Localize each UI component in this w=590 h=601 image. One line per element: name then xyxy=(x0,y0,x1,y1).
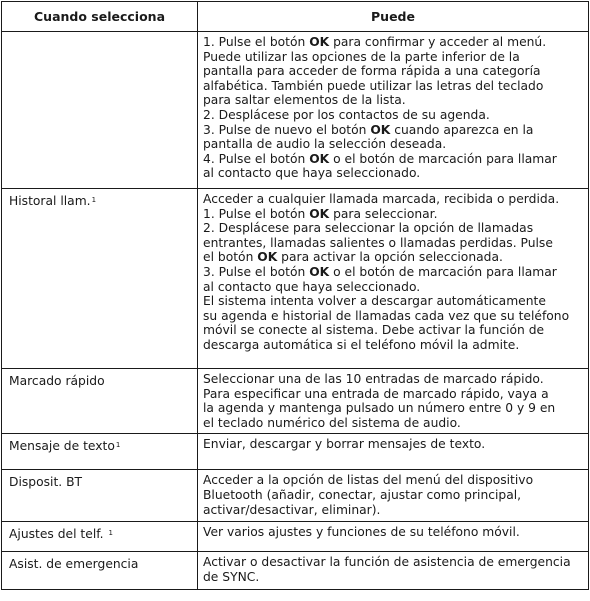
description-line xyxy=(203,372,584,387)
ok-button-name: OK xyxy=(309,35,330,49)
description-text: su agenda e historial de llamadas cada vez que su teléfono xyxy=(203,308,570,323)
footnote-marker: 1 xyxy=(108,529,113,538)
ok-button-name: OK xyxy=(257,250,278,265)
option-label-cell xyxy=(2,522,198,552)
table-row xyxy=(2,470,589,522)
description-line xyxy=(203,166,584,181)
table-row xyxy=(2,522,589,552)
description-text: o el botón de marcación para llamar xyxy=(329,264,557,279)
description-text: la agenda y mantenga pulsado un número entre 0 y 9 en xyxy=(203,401,556,416)
option-description-cell xyxy=(198,522,589,552)
option-description-cell xyxy=(198,470,589,522)
description-text: móvil se conecte al sistema. Debe activar la función de xyxy=(203,323,545,338)
description-line xyxy=(203,265,584,280)
description-text: 2. Desplácese por los contactos de su agenda. xyxy=(203,107,490,122)
description-line xyxy=(203,93,584,108)
table-row xyxy=(2,434,589,470)
option-description-cell xyxy=(198,434,589,470)
description-text: 4. Pulse el botón xyxy=(203,151,310,166)
description-line xyxy=(203,207,584,222)
description-line xyxy=(203,473,584,488)
description-text: de SYNC. xyxy=(203,569,260,584)
description-text: pantalla de audio la selección deseada. xyxy=(203,137,447,152)
option-description-cell xyxy=(198,369,589,434)
description-text: Puede utilizar las opciones de la parte inferior de la xyxy=(203,49,520,64)
description-line xyxy=(203,401,584,416)
description-line xyxy=(203,250,584,265)
option-description-cell xyxy=(198,552,589,590)
option-description-cell xyxy=(198,189,589,369)
description-line xyxy=(203,35,584,50)
description-text: Para especificar una entrada de marcado rápido, vaya a xyxy=(203,386,549,401)
description-text: 2. Desplácese para seleccionar la opción de llamadas xyxy=(203,221,534,236)
table-row xyxy=(2,369,589,434)
option-label: Ajustes del telf. xyxy=(9,527,108,542)
document-page xyxy=(1,1,589,590)
option-label-cell xyxy=(2,32,198,189)
description-text: al contacto que haya seleccionado. xyxy=(203,279,421,294)
description-line xyxy=(203,525,584,540)
description-line xyxy=(203,137,584,152)
description-line xyxy=(203,152,584,167)
description-text: Bluetooth (añadir, conectar, ajustar como principal, xyxy=(203,487,522,502)
description-line xyxy=(203,338,584,353)
table-row xyxy=(2,552,589,590)
description-line xyxy=(203,570,584,585)
description-line xyxy=(203,50,584,65)
footnote-marker: 1 xyxy=(91,196,97,204)
description-text: Seleccionar una de las 10 entradas de marcado rápido. xyxy=(203,372,544,386)
option-label: Disposit. BT xyxy=(9,475,83,490)
header-cuando-selecciona: Cuando selecciona xyxy=(2,2,198,32)
description-text: 1. Pulse el botón xyxy=(203,35,310,49)
description-text: 1. Pulse el botón xyxy=(203,206,310,221)
description-line xyxy=(203,64,584,79)
header-puede: Puede xyxy=(198,2,589,32)
description-line xyxy=(203,555,584,570)
description-line xyxy=(203,123,584,138)
description-text: entrantes, llamadas salientes o llamadas perdidas. Pulse xyxy=(203,235,553,250)
option-label-cell xyxy=(2,434,198,470)
description-text: El sistema intenta volver a descargar automáticamente xyxy=(203,294,546,309)
description-text: para activar la opción seleccionada. xyxy=(277,250,503,265)
option-label: Historal llam. xyxy=(9,194,91,208)
table-row xyxy=(2,32,589,189)
option-label: Asist. de emergencia xyxy=(9,557,139,572)
phone-menu-table xyxy=(1,1,589,590)
description-text: al contacto que haya seleccionado. xyxy=(203,166,421,181)
description-line xyxy=(203,236,584,251)
description-line xyxy=(203,437,584,452)
option-label-cell xyxy=(2,189,198,369)
description-line xyxy=(203,323,584,338)
description-line xyxy=(203,503,584,518)
description-line xyxy=(203,79,584,94)
description-line xyxy=(203,280,584,295)
description-text: para seleccionar. xyxy=(329,206,438,221)
description-text: cuando aparezca en la xyxy=(390,122,534,137)
description-text: Activar o desactivar la función de asistencia de emergencia xyxy=(203,555,571,570)
description-line xyxy=(203,416,584,431)
description-line xyxy=(203,294,584,309)
description-text: Acceder a cualquier llamada marcada, recibida o perdida. xyxy=(203,192,560,206)
table-header-row xyxy=(2,2,589,32)
ok-button-name: OK xyxy=(370,122,391,137)
ok-button-name: OK xyxy=(309,151,330,166)
table-row xyxy=(2,189,589,369)
description-text: el teclado numérico del sistema de audio. xyxy=(203,415,461,430)
description-line xyxy=(203,221,584,236)
description-text: activar/desactivar, eliminar). xyxy=(203,502,381,517)
option-label-cell xyxy=(2,369,198,434)
ok-button-name: OK xyxy=(309,206,330,221)
option-label: Marcado rápido xyxy=(9,374,105,388)
description-text: pantalla para acceder de forma rápida a una categoría xyxy=(203,64,541,79)
option-label-cell xyxy=(2,552,198,590)
description-text: 3. Pulse el botón xyxy=(203,264,310,279)
footnote-marker: 1 xyxy=(115,441,121,450)
description-text: alfabética. También puede utilizar las letras del teclado xyxy=(203,78,544,93)
option-label: Mensaje de texto xyxy=(9,439,115,454)
description-line xyxy=(203,309,584,324)
description-text: Acceder a la opción de listas del menú del dispositivo xyxy=(203,473,534,488)
description-text: para saltar elementos de la lista. xyxy=(203,93,406,108)
option-description-cell xyxy=(198,32,589,189)
description-line xyxy=(203,488,584,503)
description-line xyxy=(203,108,584,123)
description-text: para confirmar y acceder al menú. xyxy=(329,35,547,49)
description-line xyxy=(203,387,584,402)
description-text: el botón xyxy=(203,250,258,265)
description-text: descarga automática si el teléfono móvil la admite. xyxy=(203,337,520,352)
description-text: 3. Pulse de nuevo el botón xyxy=(203,122,371,137)
description-text: Enviar, descargar y borrar mensajes de texto. xyxy=(203,437,486,452)
ok-button-name: OK xyxy=(309,264,330,279)
option-label-cell xyxy=(2,470,198,522)
description-line xyxy=(203,192,584,207)
description-text: o el botón de marcación para llamar xyxy=(329,151,557,166)
description-text: Ver varios ajustes y funciones de su teléfono móvil. xyxy=(203,525,520,540)
